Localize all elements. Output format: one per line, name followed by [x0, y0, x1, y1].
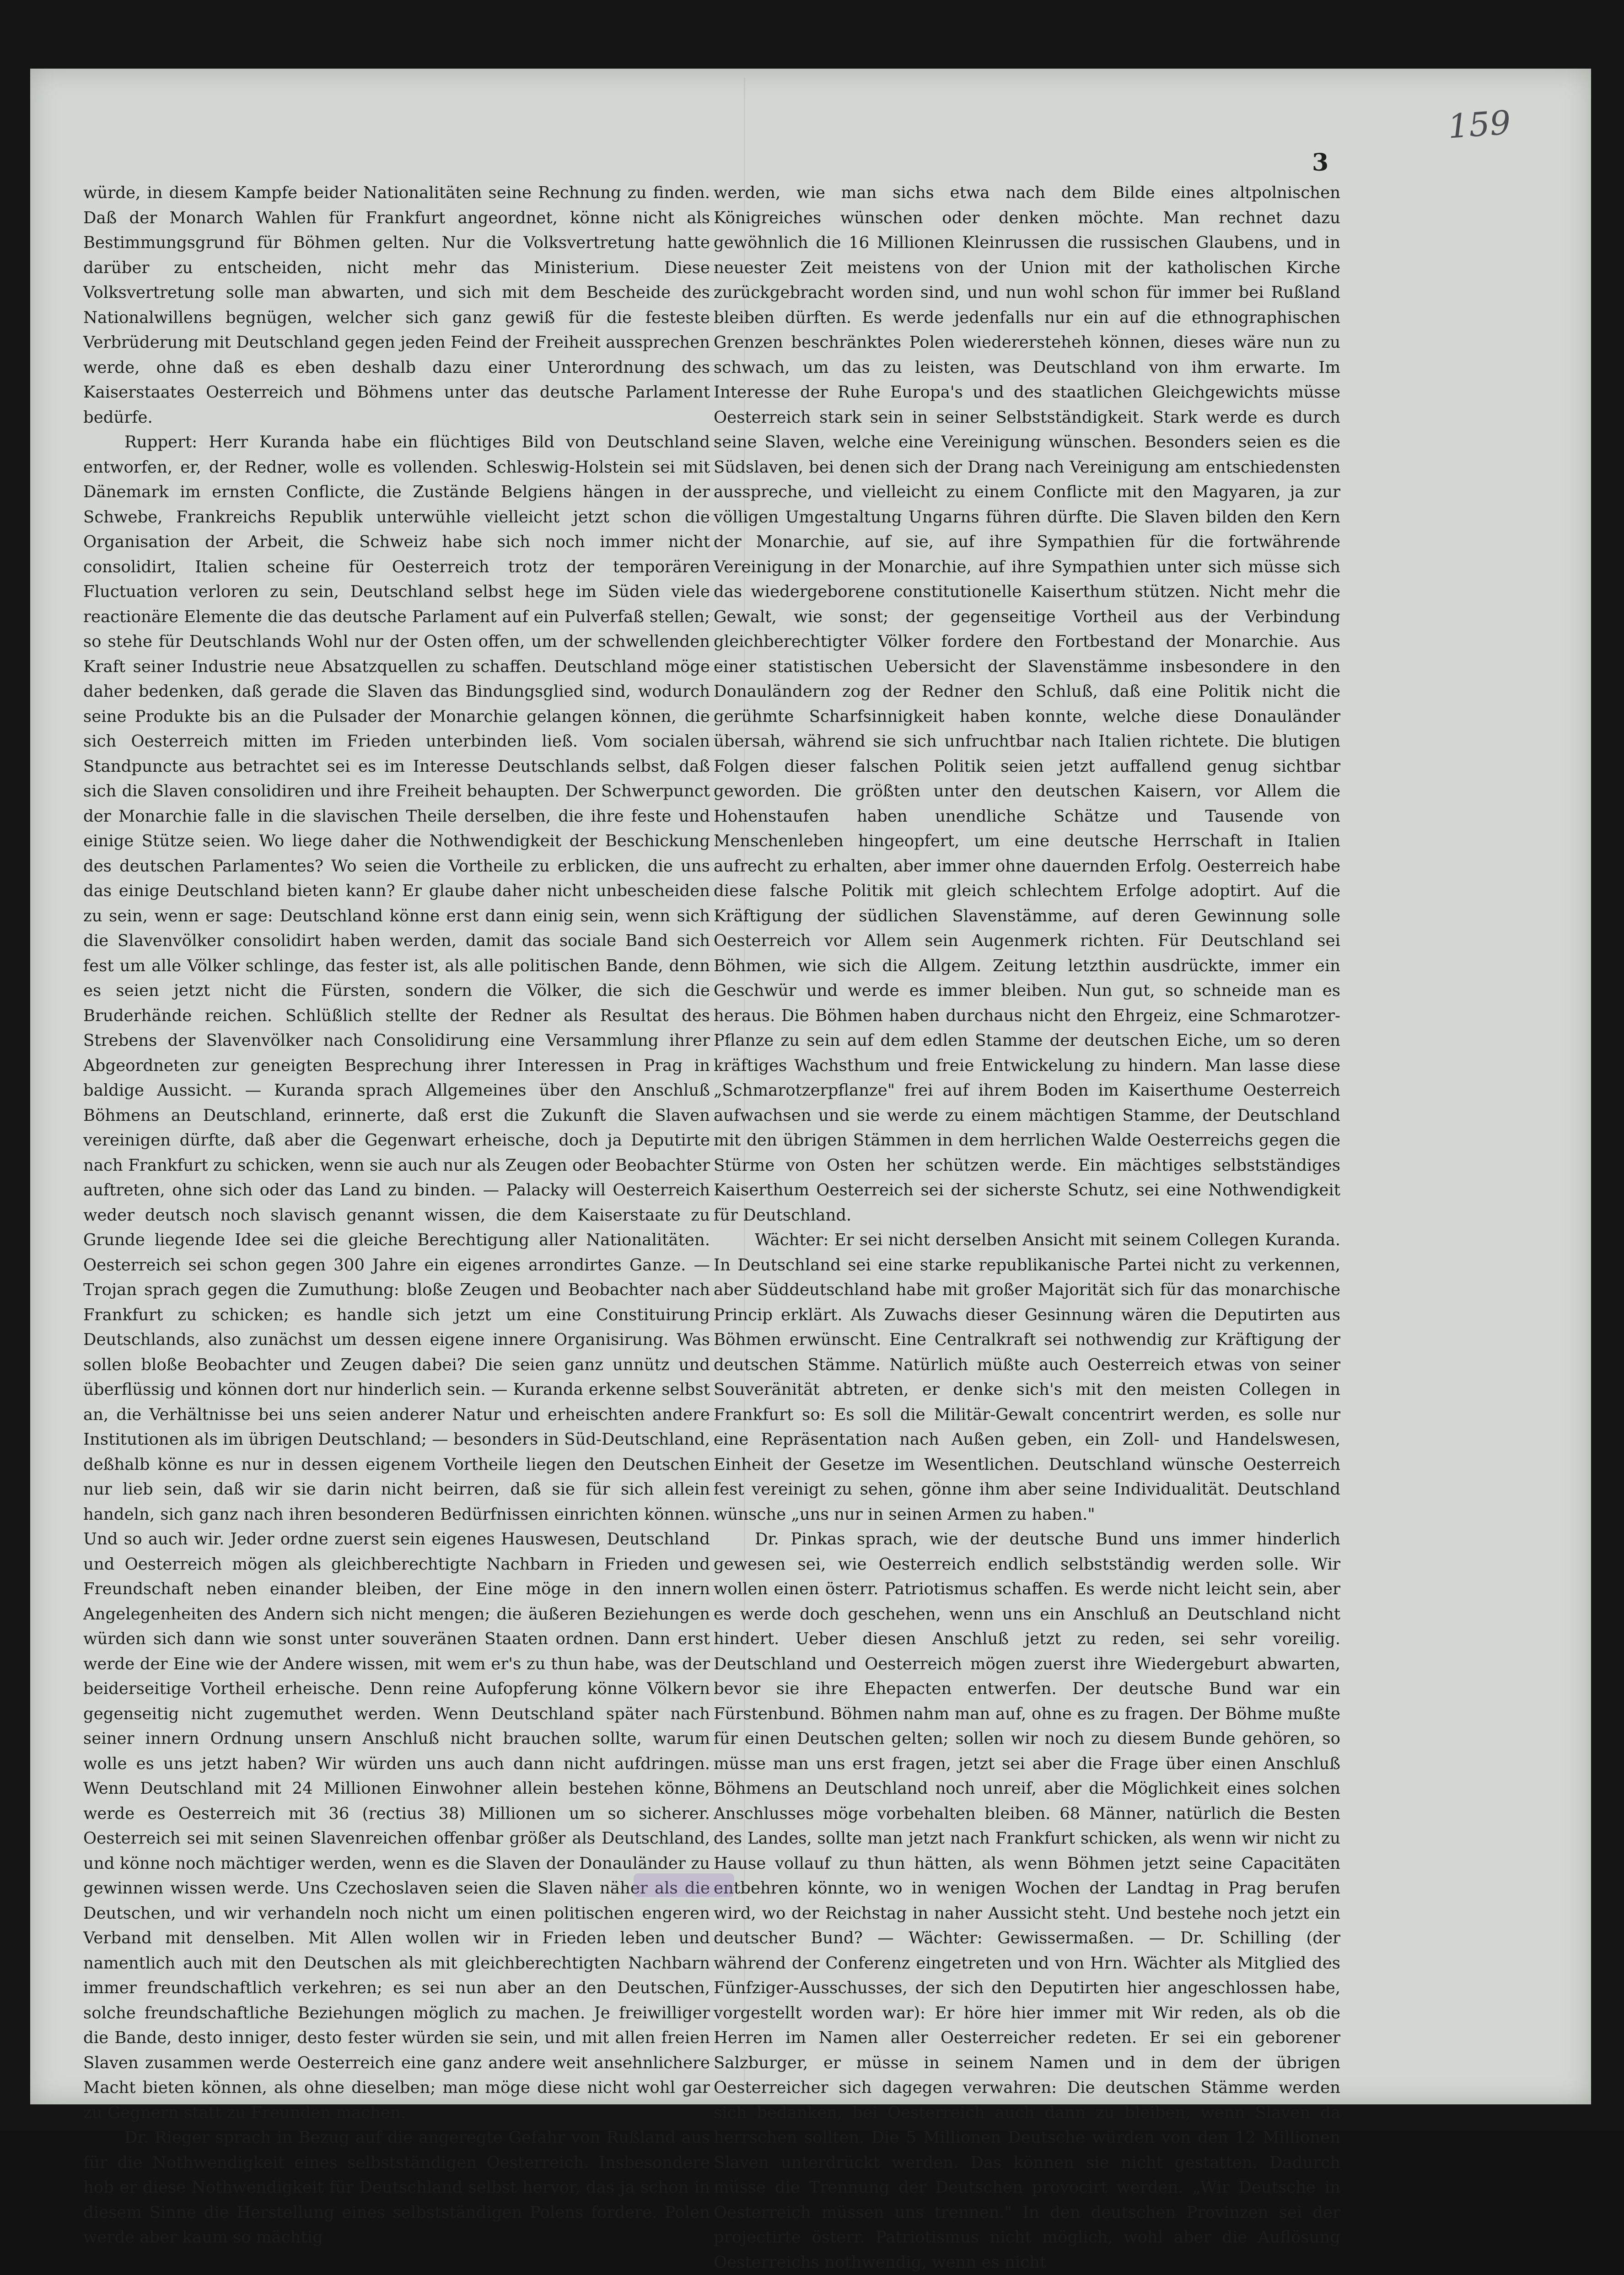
handwritten-folio-number: 159: [1447, 103, 1512, 146]
paragraph: würde, in diesem Kampfe beider Nationalitäten seine Rechnung zu finden. Daß der Monarch Wahlen für Frankfurt angeordnet, könne nicht als Bestimmungsgrund für Böhmen gelten. Nur die Volksvertretung hatte darüber zu entscheiden, nicht mehr das Ministerium. Diese Volksvertretung solle man abwarten, und sich mit dem Bescheide des Nationalwillens begnügen, welcher sich ganz gewiß für die festeste Verbrüderung mit Deutschland gegen jeden Feind der Freiheit aussprechen werde, ohne daß es eben deshalb dazu einer Unterordnung des Kaiserstaates Oesterreich und Böhmens unter das deutsche Parlament bedürfe.: [83, 183, 710, 427]
paragraph: Wächter: Er sei nicht derselben Ansicht mit seinem Collegen Kuranda. In Deutschland sei eine starke republikanische Partei nicht zu verkennen, aber Süddeutschland habe mit großer Majorität sich für das monarchische Princip erklärt. Als Zuwachs dieser Gesinnung wären die Deputirten aus Böhmen erwünscht. Eine Centralkraft sei nothwendig zur Kräftigung der deutschen Stämme. Natürlich müßte auch Oesterreich etwas von seiner Souveränität abtreten, er denke sich's mit den meisten Collegen in Frankfurt so: Es soll die Militär-Gewalt concentrirt werden, es solle nur eine Repräsentation nach Außen geben, ein Zoll- und Handelswesen, Einheit der Gesetze im Wesentlichen. Deutschland wünsche Oesterreich fest vereinigt zu sehen, gönne ihm aber seine Individualität. Deutschland wünsche „uns nur in seinen Armen zu haben.": [714, 1231, 1340, 1524]
left-text-column: [83, 181, 710, 2250]
paragraph: Dr. Rieger sprach in Bezug auf die angeregte Gefahr von Rußland aus für die Nothwendigkeit eines selbstständigen Oesterreich. Insbesondere hob er diese Nothwendigkeit für Deutschland selbst hervor, das ja schon in diesem Sinne die Herstellung eines selbstständigen Polens fordere. Polen werde aber kaum so mächtig: [83, 2128, 710, 2247]
library-stamp-mark: [634, 1873, 734, 1897]
paragraph: Dr. Pinkas sprach, wie der deutsche Bund uns immer hinderlich gewesen sei, wie Oesterreich endlich selbstständig werden solle. Wir wollen einen österr. Patriotismus schaffen. Es werde nicht leicht sein, aber es werde doch geschehen, wenn uns ein Anschluß an Deutschland nicht hindert. Ueber diesen Anschluß jetzt zu reden, sei sehr voreilig. Deutschland und Oesterreich mögen zuerst ihre Wiedergeburt abwarten, bevor sie ihre Ehepacten entwerfen. Der deutsche Bund war ein Fürstenbund. Böhmen nahm man auf, ohne es zu fragen. Der Böhme mußte für einen Deutschen gelten; sollen wir noch zu diesem Bunde gehören, so müsse man uns erst fragen, jetzt sei aber die Frage über einen Anschluß Böhmens an Deutschland noch unreif, aber die Möglichkeit eines solchen Anschlusses möge vorbehalten bleiben. 68 Männer, natürlich die Besten des Landes, sollte man jetzt nach Frankfurt schicken, als wenn wir nicht zu Hause vollauf zu thun hätten, als wenn Böhmen jetzt seine Capacitäten entbehren könnte, wo in wenigen Wochen der Landtag in Prag berufen wird, wo der Reichstag in naher Aussicht steht. Und bestehe noch jetzt ein deutscher Bund? — Wächter: Gewissermaßen. — Dr. Schilling (der während der Conferenz eingetreten und von Hrn. Wächter als Mitglied des Fünfziger-Ausschusses, der sich den Deputirten hier angeschlossen habe, vorgestellt worden war): Er höre hier immer mit Wir reden, als ob die Herren im Namen aller Oesterreicher redeten. Er sei ein geborener Salzburger, er müsse in seinem Namen und in dem der übrigen Oesterreicher sich dagegen verwahren: Die deutschen Stämme werden sich bedanken, bei Oesterreich auch dann zu bleiben, wenn Slaven da herrschen sollten. Die 5 Millionen Deutsche würden von den 12 Millionen Slaven unterdrückt werden. Das können sie nicht gestatten. Dadurch müsse die Trennung der Deutschen provocirt werden. „Wir Deutsche in Oesterreich müssen uns trennen." In den deutschen Provinzen sei der projectirte österr. Patriotismus nicht möglich, wohl aber die Auflösung Oesterreichs nothwendig, wenn es nicht: [714, 1530, 1340, 2272]
page-number: 3: [1312, 149, 1329, 177]
paragraph: Ruppert: Herr Kuranda habe ein flüchtiges Bild von Deutschland entworfen, er, der Redner, wolle es vollenden. Schleswig-Holstein sei mit Dänemark im ernsten Conflicte, die Zustände Belgiens hängen in der Schwebe, Frankreichs Republik unterwühle vielleicht jetzt schon die Organisation der Arbeit, die Schweiz habe sich noch immer nicht consolidirt, Italien scheine für Oesterreich trotz der temporären Fluctuation verloren zu sein, Deutschland selbst hege im Süden viele reactionäre Elemente die das deutsche Parlament auf ein Pulverfaß stellen; so stehe für Deutschlands Wohl nur der Osten offen, um der schwellenden Kraft seiner Industrie neue Absatzquellen zu schaffen. Deutschland möge daher bedenken, daß gerade die Slaven das Bindungsglied sind, wodurch seine Produkte bis an die Pulsader der Monarchie gelangen können, die sich Oesterreich mitten im Frieden unterbinden ließ. Vom socialen Standpuncte aus betrachtet sei es im Interesse Deutschlands selbst, daß sich die Slaven consolidiren und ihre Freiheit behaupten. Der Schwerpunct der Monarchie falle in die slavischen Theile derselben, die ihre feste und einige Stütze seien. Wo liege daher die Nothwendigkeit der Beschickung des deutschen Parlamentes? Wo seien die Vortheile zu erblicken, die uns das einige Deutschland bieten kann? Er glaube daher nicht unbescheiden zu sein, wenn er sage: Deutschland könne erst dann einig sein, wenn sich die Slavenvölker consolidirt haben werden, damit das sociale Band sich fest um alle Völker schlinge, das fester ist, als alle politischen Bande, denn es seien jetzt nicht die Fürsten, sondern die Völker, die sich die Bruderhände reichen. Schlüßlich stellte der Redner als Resultat des Strebens der Slavenvölker nach Consolidirung eine Versammlung ihrer Abgeordneten zur geneigten Besprechung ihrer Interessen in Prag in baldige Aussicht. — Kuranda sprach Allgemeines über den Anschluß Böhmens an Deutschland, erinnerte, daß erst die Zukunft die Slaven vereinigen dürfte, daß aber die Gegenwart erheische, doch ja Deputirte nach Frankfurt zu schicken, wenn sie auch nur als Zeugen oder Beobachter auftreten, ohne sich oder das Land zu binden. — Palacky will Oesterreich weder deutsch noch slavisch genannt wissen, die dem Kaiserstaate zu Grunde liegende Idee sei die gleiche Berechtigung aller Nationalitäten. Oesterreich sei schon gegen 300 Jahre ein eigenes arrondirtes Ganze. — Trojan sprach gegen die Zumuthung: bloße Zeugen und Beobachter nach Frankfurt zu schicken; es handle sich jetzt um eine Constituirung Deutschlands, also zunächst um dessen eigene innere Organisirung. Was sollen bloße Beobachter und Zeugen dabei? Die seien ganz unnütz und überflüssig und können dort nur hinderlich sein. — Kuranda erkenne selbst an, die Verhältnisse bei uns seien anderer Natur und erheischten andere Institutionen als im übrigen Deutschland; — besonders in Süd-Deutschland, deßhalb könne es nur in dessen eigenem Vortheile liegen den Deutschen nur lieb sein, daß wir sie darin nicht beirren, daß sie für sich allein handeln, sich ganz nach ihren besonderen Bedürfnissen einrichten können. Und so auch wir. Jeder ordne zuerst sein eigenes Hauswesen, Deutschland und Oesterreich mögen als gleichberechtigte Nachbarn in Frieden und Freundschaft neben einander bleiben, der Eine möge in den innern Angelegenheiten des Andern sich nicht mengen; die äußeren Beziehungen würden sich dann wie sonst unter souveränen Staaten ordnen. Dann erst werde der Eine wie der Andere wissen, mit wem er's zu thun habe, was der beiderseitige Vortheil erheische. Denn reine Aufopferung könne Völkern gegenseitig nicht zugemuthet werden. Wenn Deutschland später nach seiner innern Ordnung unsern Anschluß nicht brauchen sollte, warum wolle es uns jetzt haben? Wir würden uns auch dann nicht aufdringen. Wenn Deutschland mit 24 Millionen Einwohner allein bestehen könne, werde es Oesterreich mit 36 (rectius 38) Millionen um so sicherer. Oesterreich sei mit seinen Slavenreichen offenbar größer als Deutschland, und könne noch mächtiger werden, wenn es die Slaven der Donauländer zu gewinnen wissen werde. Uns Czechoslaven seien die Slaven näher als die Deutschen, und wir verhandeln noch nicht um einen politischen engeren Verband mit denselben. Mit Allen wollen wir in Frieden leben und namentlich auch mit den Deutschen als mit gleichberechtigten Nachbarn immer freundschaftlich verkehren; es sei nun aber an den Deutschen, solche freundschaftliche Beziehungen möglich zu machen. Je freiwilliger die Bande, desto inniger, desto fester würden sie sein, und mit allen freien Slaven zusammen werde Oesterreich eine ganz andere weit ansehnlichere Macht bieten können, als ohne dieselben; man möge diese nicht wohl gar zu Gegnern statt zu Freunden machen.: [83, 433, 710, 2122]
paragraph: werden, wie man sichs etwa nach dem Bilde eines altpolnischen Königreiches wünschen oder denken möchte. Man rechnet dazu gewöhnlich die 16 Millionen Kleinrussen die russischen Glaubens, und in neuester Zeit meistens von der Union mit der katholischen Kirche zurückgebracht worden sind, und nun wohl schon für immer bei Rußland bleiben dürften. Es werde jedenfalls nur ein auf die ethnographischen Grenzen beschränktes Polen wiederersteheh können, dieses wäre nun zu schwach, um das zu leisten, was Deutschland von ihm erwarte. Im Interesse der Ruhe Europa's und des staatlichen Gleichgewichts müsse Oesterreich stark sein in seiner Selbstständigkeit. Stark werde es durch seine Slaven, welche eine Vereinigung wünschen. Besonders seien es die Südslaven, bei denen sich der Drang nach Vereinigung am entschiedensten ausspreche, und vielleicht zu einem Conflicte mit den Magyaren, ja zur völligen Umgestaltung Ungarns führen dürfte. Die Slaven bilden den Kern der Monarchie, auf sie, auf ihre Sympathien für die fortwährende Vereinigung in der Monarchie, auf ihre Sympathien unter sich müsse sich das wiedergeborene constitutionelle Kaiserthum stützen. Nicht mehr die Gewalt, wie sonst; der gegenseitige Vortheil aus der Verbindung gleichberechtigter Völker fordere den Fortbestand der Monarchie. Aus einer statistischen Uebersicht der Slavenstämme insbesondere in den Donauländern zog der Redner den Schluß, daß eine Politik nicht die gerühmte Scharfsinnigkeit haben konnte, welche diese Donauländer übersah, während sie sich unfruchtbar nach Italien richtete. Die blutigen Folgen dieser falschen Politik seien jetzt auffallend genug sichtbar geworden. Die größten unter den deutschen Kaisern, vor Allem die Hohenstaufen haben unendliche Schätze und Tausende von Menschenleben hingeopfert, um eine deutsche Herrschaft in Italien aufrecht zu erhalten, aber immer ohne dauernden Erfolg. Oesterreich habe diese falsche Politik mit gleich schlechtem Erfolge adoptirt. Auf die Kräftigung der südlichen Slavenstämme, auf deren Gewinnung solle Oesterreich vor Allem sein Augenmerk richten. Für Deutschland sei Böhmen, wie sich die Allgem. Zeitung letzthin ausdrückte, immer ein Geschwür und werde es immer bleiben. Nun gut, so schneide man es heraus. Die Böhmen haben durchaus nicht den Ehrgeiz, eine Schmarotzer-Pflanze zu sein auf dem edlen Stamme der deutschen Eiche, um so deren kräftiges Wachsthum und freie Entwickelung zu hindern. Man lasse diese „Schmarotzerpflanze" frei auf ihrem Boden im Kaiserthume Oesterreich aufwachsen und sie werde zu einem mächtigen Stamme, der Deutschland mit den übrigen Stämmen in dem herrlichen Walde Oesterreichs gegen die Stürme von Osten her schützen werde. Ein mächtiges selbstständiges Kaiserthum Oesterreich sei der sicherste Schutz, sei eine Nothwendigkeit für Deutschland.: [714, 183, 1340, 1225]
right-text-column: [714, 181, 1340, 2275]
